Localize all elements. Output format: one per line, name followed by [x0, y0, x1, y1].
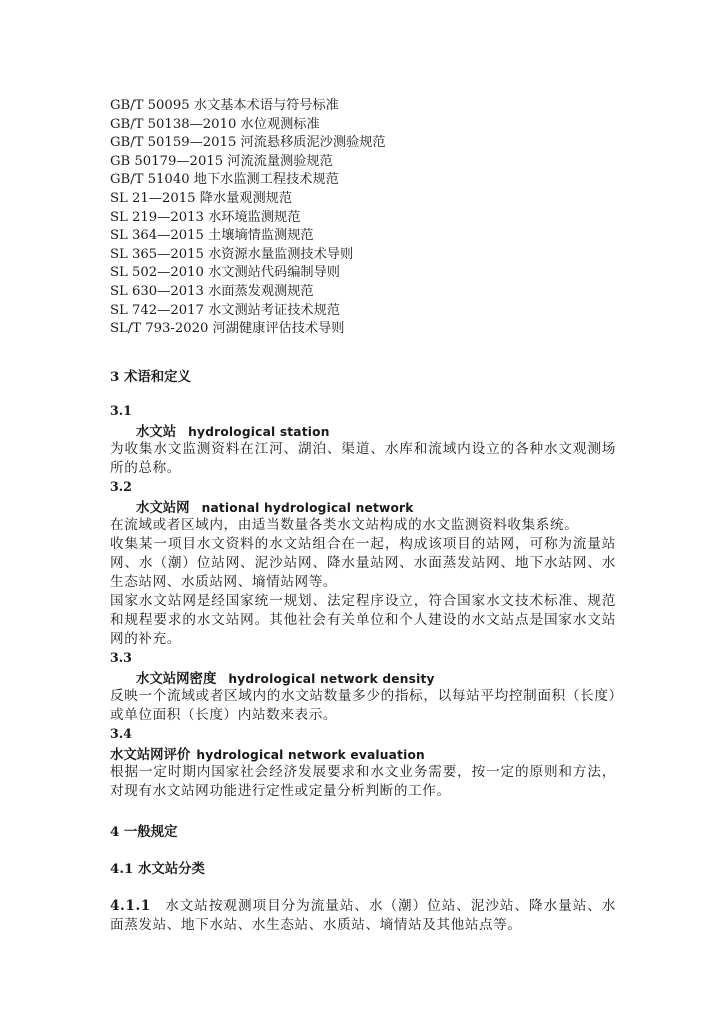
reference-item: GB/T 50095 水文基本术语与符号标准: [110, 98, 339, 113]
reference-item: SL 219—2013 水环境监测规范: [110, 209, 301, 225]
reference-item: GB/T 50159—2015 河流悬移质泥沙测验规范: [110, 135, 386, 151]
term-zh: 水文站网密度: [136, 671, 217, 687]
term-en: hydrological network density: [228, 672, 435, 686]
term-en: hydrological station: [188, 425, 330, 439]
clause-4-1-1: [110, 897, 616, 935]
subsection-4-1-heading: 4.1 水文站分类: [110, 861, 205, 877]
reference-item: SL 630—2013 水面蒸发观测规范: [110, 283, 314, 299]
reference-item: GB 50179—2015 河流流量测验规范: [110, 153, 333, 169]
term-title: [136, 668, 435, 687]
term-definition: 反映一个流域或者区域内的水文站数量多少的指标，以每站平均控制面积（长度）或单位面积（长度）内站数来表示。: [110, 688, 616, 724]
reference-item: SL/T 793-2020 河湖健康评估技术导则: [110, 321, 345, 337]
clause-number: 4.1.1: [110, 898, 151, 914]
term-definition: 在流域或者区域内，由适当数量各类水文站构成的水文监测资料收集系统。: [110, 517, 579, 533]
reference-item: SL 365—2015 水资源水量监测技术导则: [110, 246, 354, 262]
reference-item: SL 364—2015 土壤墒情监测规范: [110, 228, 314, 244]
reference-item: SL 21—2015 降水量观测规范: [110, 190, 293, 206]
reference-item: GB/T 50138—2010 水位观测标准: [110, 116, 320, 132]
term-title: [136, 497, 414, 516]
term-definition: 为收集水文监测资料在江河、湖泊、渠道、水库和流域内设立的各种水文观测场所的总称。: [110, 441, 616, 477]
term-definition: 根据一定时期内国家社会经济发展要求和水文业务需要，按一定的原则和方法，对现有水文站网功能进行定性或定量分析判断的工作。: [110, 764, 616, 800]
term-zh: 水文站: [136, 424, 177, 440]
section-3-heading: 3 术语和定义: [110, 369, 191, 385]
term-definition: 国家水文站网是经国家统一规划、法定程序设立，符合国家水文技术标准、规范和规程要求的水文站网。其他社会有关单位和个人建设的水文站点是国家水文站网的补充。: [110, 593, 616, 648]
normative-references-list: [110, 97, 630, 339]
term-number: 3.1: [110, 403, 132, 418]
section-4-heading: 4 一般规定: [110, 824, 178, 840]
term-definition: 收集某一项目水文资料的水文站组合在一起，构成该项目的站网，可称为流量站网、水（潮）位站网、泥沙站网、降水量站网、水面蒸发站网、地下水站网、水生态站网、水质站网、墒情站网等。: [110, 536, 616, 591]
term-title: [136, 421, 330, 440]
reference-item: GB/T 51040 地下水监测工程技术规范: [110, 172, 339, 188]
term-number: 3.3: [110, 650, 132, 665]
term-title: [110, 744, 425, 763]
term-en: hydrological network evaluation: [196, 748, 425, 762]
term-zh: 水文站网: [136, 500, 190, 516]
clause-text: 水文站按观测项目分为流量站、水（潮）位站、泥沙站、降水量站、水面蒸发站、地下水站、水生态站、水质站、墒情站及其他站点等。: [110, 898, 616, 934]
reference-item: SL 502—2010 水文测站代码编制导则: [110, 265, 340, 281]
term-number: 3.2: [110, 479, 132, 494]
term-number: 3.4: [110, 726, 132, 741]
term-zh: 水文站网评价: [110, 747, 191, 763]
term-en: national hydrological network: [201, 501, 414, 515]
reference-item: SL 742—2017 水文测站考证技术规范: [110, 302, 340, 318]
